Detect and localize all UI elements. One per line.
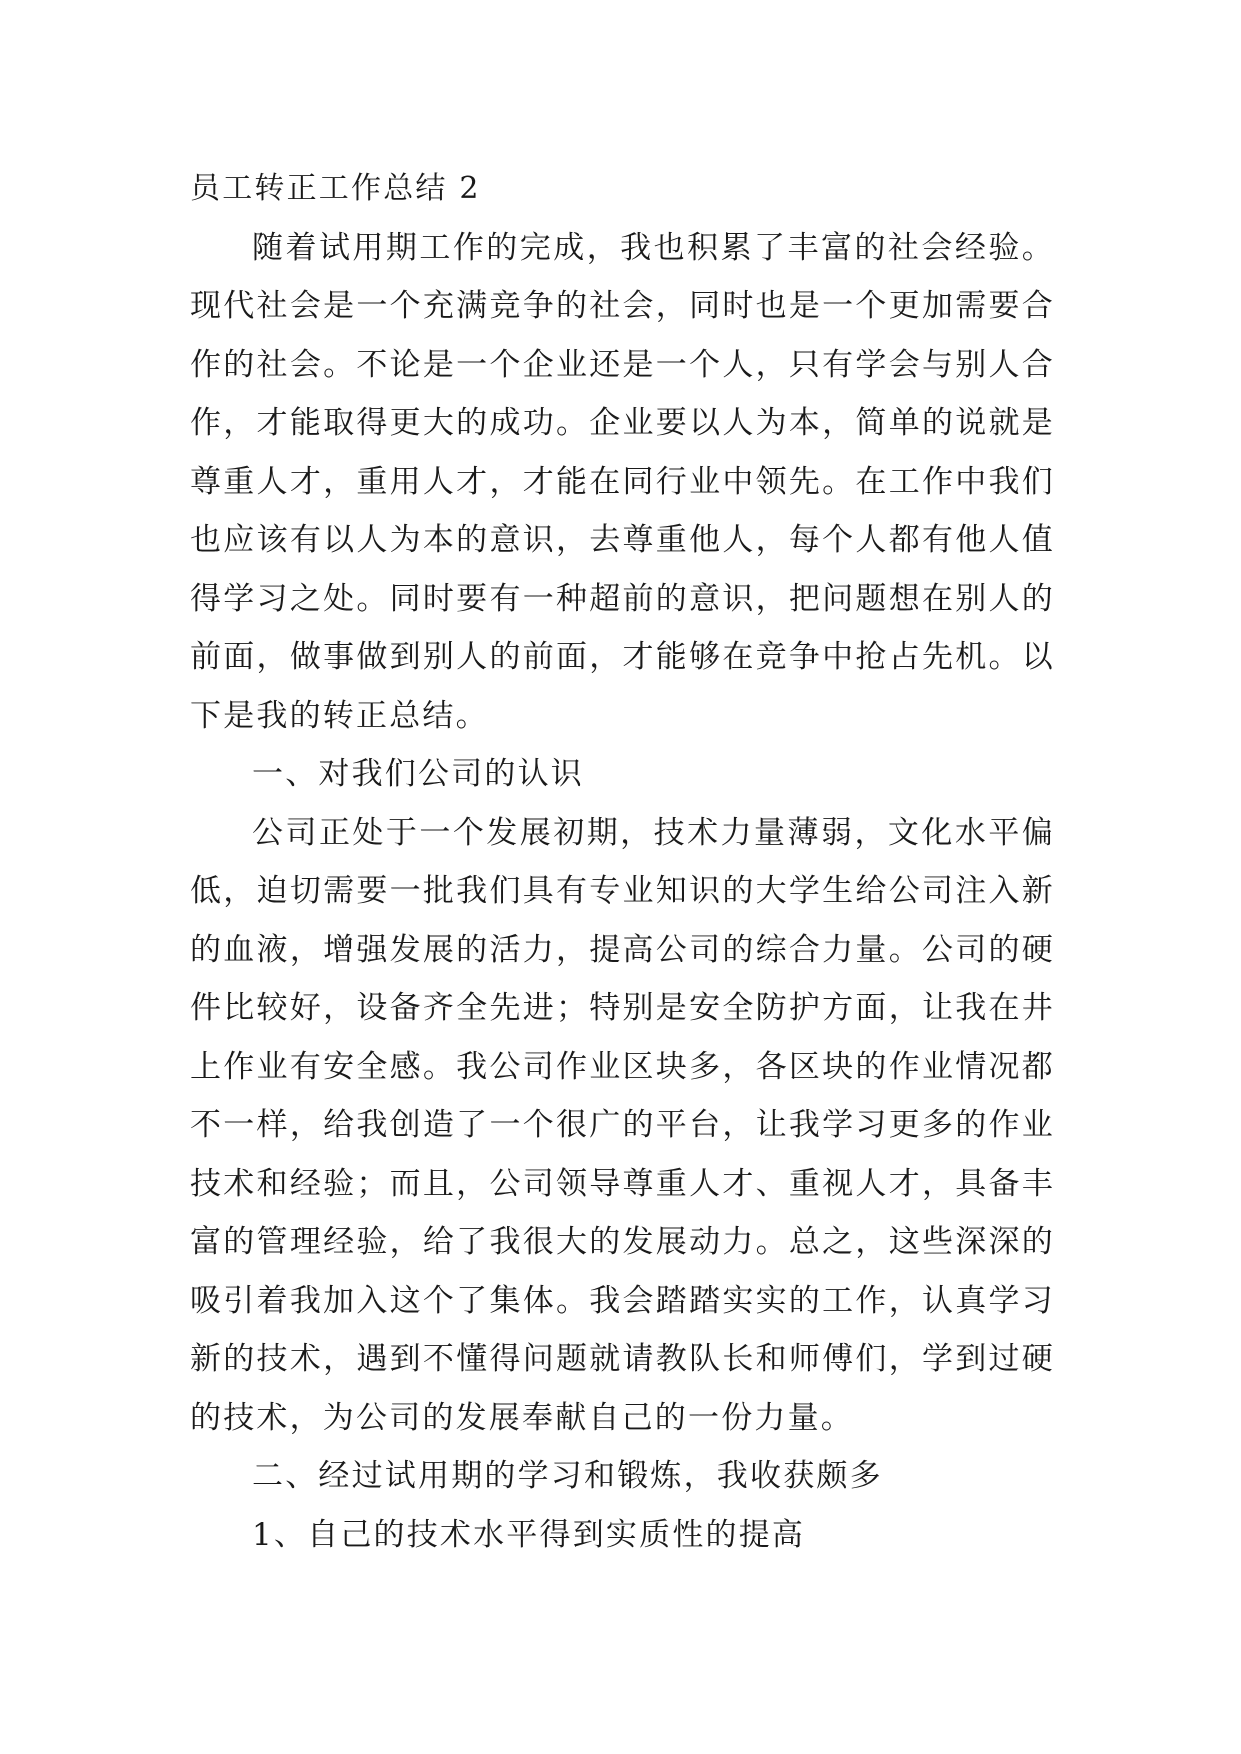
- intro-paragraph: 随着试用期工作的完成，我也积累了丰富的社会经验。现代社会是一个充满竞争的社会，同时也是一个更加需要合作的社会。不论是一个企业还是一个人，只有学会与别人合作，才能取得更大的成功。企业要以人为本，简单的说就是尊重人才，重用人才，才能在同行业中领先。在工作中我们也应该有以人为本的意识，去尊重他人，每个人都有他人值得学习之处。同时要有一种超前的意识，把问题想在别人的前面，做事做到别人的前面，才能够在竞争中抢占先机。以下是我的转正总结。: [190, 229, 1055, 734]
- section-2-subheading-1: 1、自己的技术水平得到实质性的提高: [252, 1516, 806, 1553]
- document-title: 员工转正工作总结 2: [190, 171, 481, 206]
- section-1-paragraph: 公司正处于一个发展初期，技术力量薄弱，文化水平偏低，迫切需要一批我们具有专业知识的大学生给公司注入新的血液，增强发展的活力，提高公司的综合力量。公司的硬件比较好，设备齐全先进；特别是安全防护方面，让我在井上作业有安全感。我公司作业区块多，各区块的作业情况都不一样，给我创造了一个很广的平台，让我学习更多的作业技术和经验；而且，公司领导尊重人才、重视人才，具备丰富的管理经验，给了我很大的发展动力。总之，这些深深的吸引着我加入这个了集体。我会踏踏实实的工作，认真学习新的技术，遇到不懂得问题就请教队长和师傅们，学到过硬的技术，为公司的发展奉献自己的一份力量。: [190, 814, 1055, 1436]
- document-body: [190, 160, 1055, 1564]
- section-1-heading: 一、对我们公司的认识: [252, 756, 584, 792]
- section-2-heading: 二、经过试用期的学习和锻炼，我收获颇多: [252, 1458, 883, 1494]
